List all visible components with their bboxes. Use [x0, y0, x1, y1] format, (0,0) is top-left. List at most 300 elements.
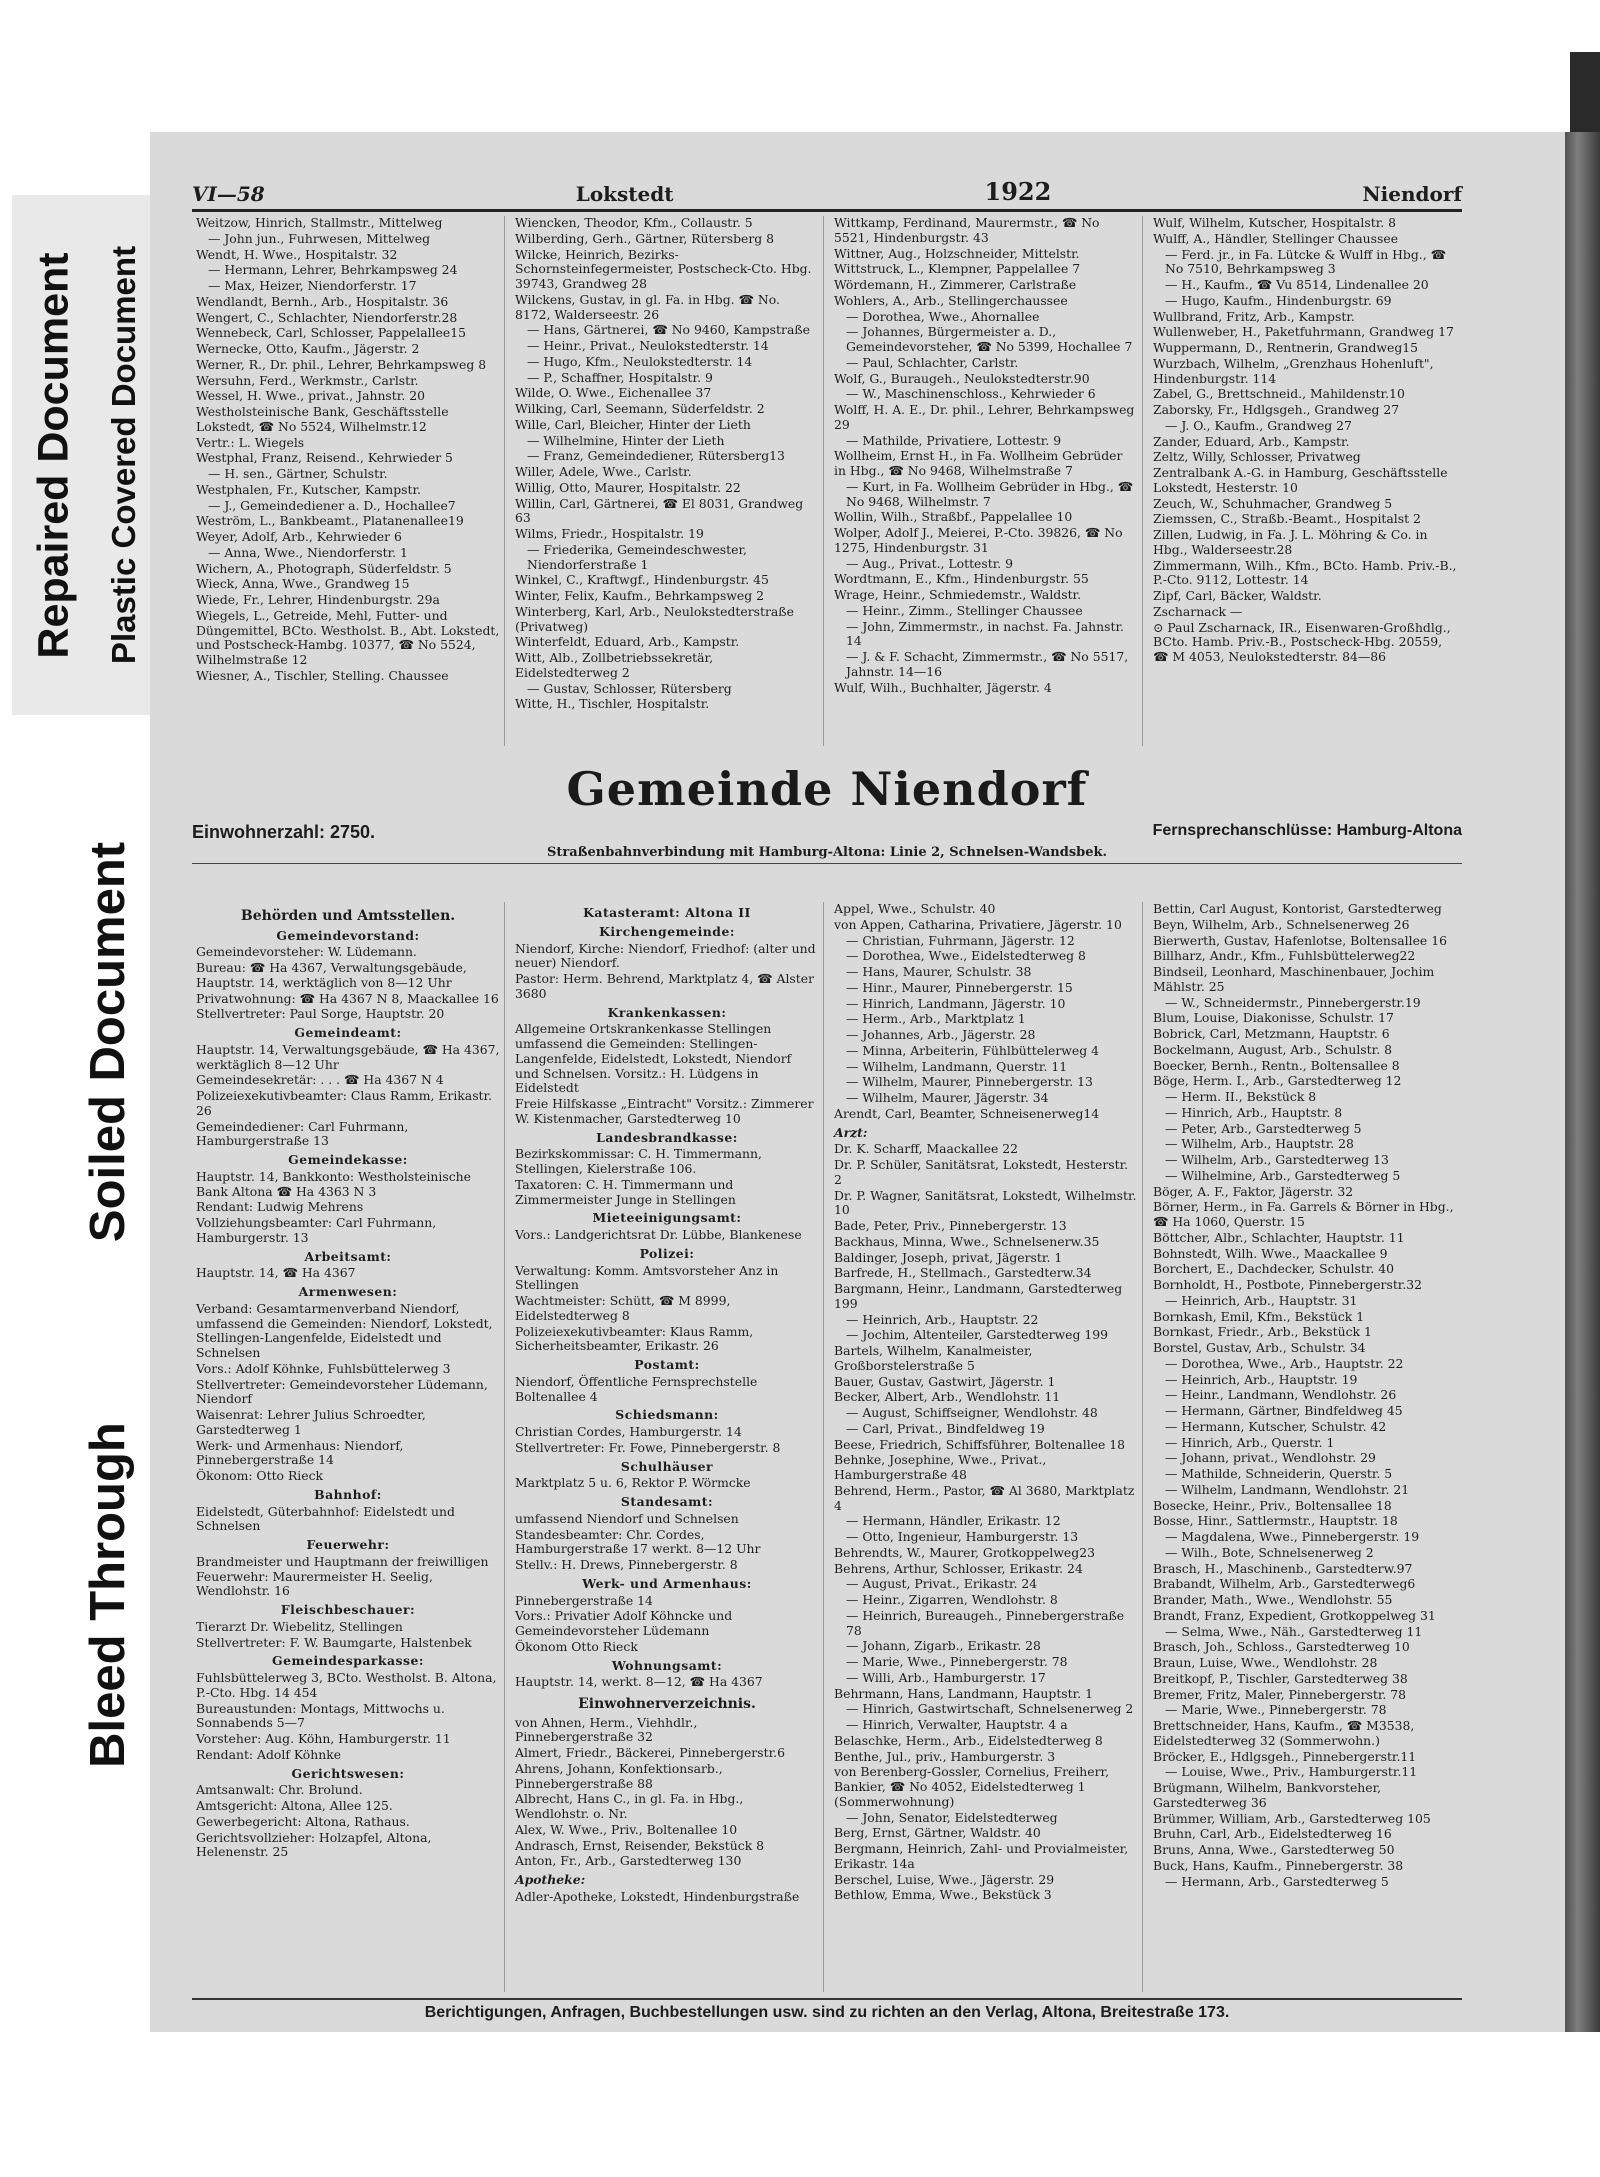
directory-entry: Gerichtsvollzieher: Holzapfel, Altona, Helenenstr. 25: [196, 1829, 432, 1860]
directory-entry: Winter, Felix, Kaufm., Behrkampsweg 2: [515, 588, 764, 603]
directory-entry: Weitzow, Hinrich, Stallmstr., Mittelweg: [196, 216, 443, 230]
directory-entry: Pinnebergerstraße 14: [515, 1592, 653, 1608]
directory-entry: — Peter, Arb., Garstedterweg 5: [1165, 1120, 1362, 1136]
directory-entry: Behrend, Herm., Pastor, ☎ Al 3680, Marktplatz 4: [834, 1482, 1135, 1513]
directory-entry: Böger, A. F., Faktor, Jägerstr. 32: [1153, 1183, 1354, 1199]
directory-entry: — Dorothea, Wwe., Ahornallee: [846, 308, 1040, 324]
top-column-3: [830, 216, 1143, 746]
directory-entry: Brasch, H., Maschinenb., Garstedterw.97: [1153, 1560, 1413, 1576]
directory-entry: Pastor: Herm. Behrend, Marktplatz 4, ☎ Alster 3680: [515, 971, 815, 1001]
directory-entry: Wernecke, Otto, Kaufm., Jägerstr. 2: [196, 341, 420, 356]
directory-entry: Brümmer, William, Arb., Garstedterweg 105: [1153, 1810, 1431, 1826]
directory-entry: Witte, H., Tischler, Hospitalstr.: [515, 696, 710, 712]
directory-entry: Bureaustunden: Montags, Mittwochs u. Sonnabends 5—7: [196, 1700, 445, 1731]
directory-entry: Wolf, G., Buraugeh., Neulokstedterstr.90: [834, 370, 1090, 386]
directory-entry: Ahrens, Johann, Konfektionsarb., Pinnebergerstraße 88: [515, 1760, 723, 1791]
directory-entry: — Willi, Arb., Hamburgerstr. 17: [846, 1669, 1046, 1685]
page-number: VI—58: [192, 182, 265, 206]
section-heading: Behörden und Amtsstellen.: [240, 908, 456, 924]
directory-entry: Wiesner, A., Tischler, Stelling. Chaussee: [196, 667, 449, 683]
directory-entry: Willer, Adele, Wwe., Carlstr.: [515, 464, 692, 479]
directory-entry: Wohlers, A., Arb., Stellingerchaussee: [834, 292, 1068, 308]
directory-entry: Wittstruck, L., Klempner, Pappelallee 7: [834, 261, 1081, 277]
directory-entry: — Heinrich, Bureaugeh., Pinnebergerstraße 78: [846, 1607, 1125, 1638]
directory-entry: — Hinrich, Verwalter, Hauptstr. 4 a: [846, 1717, 1068, 1732]
directory-entry: Zeuch, W., Schuhmacher, Grandweg 5: [1153, 495, 1393, 511]
directory-entry: Christian Cordes, Hamburgerstr. 14: [515, 1424, 742, 1439]
directory-entry: Stellvertreter: Gemeindevorsteher Lüdemann, Niendorf: [196, 1376, 488, 1407]
directory-entry: Börner, Herm., in Fa. Garrels & Börner in Hbg., ☎ Ha 1060, Querstr. 15: [1153, 1199, 1454, 1229]
section-heading: Gemeindekasse:: [288, 1152, 408, 1168]
directory-entry: Wulff, A., Händler, Stellinger Chaussee: [1153, 230, 1399, 246]
directory-entry: Brandt, Franz, Expedient, Grotkoppelweg 31: [1153, 1607, 1436, 1623]
directory-entry: Niendorf, Kirche: Niendorf, Friedhof: (alter und neuer) Niendorf.: [515, 940, 816, 971]
section-heading: Werk- und Armenhaus:: [582, 1575, 752, 1591]
section-heading: Mieteeinigungsamt:: [592, 1210, 742, 1226]
directory-entry: Berschel, Luise, Wwe., Jägerstr. 29: [834, 1871, 1055, 1887]
bottom-column-4: [1149, 902, 1462, 1992]
top-column-2: [511, 216, 824, 746]
gemeinde-header: [192, 762, 1462, 864]
directory-entry: Privatwohnung: ☎ Ha 4367 N 8, Maackallee 16: [196, 990, 499, 1006]
directory-entry: Brettschneider, Hans, Kaufm., ☎ M3538, Eidelstedterweg 32 (Sommerwohn.): [1153, 1718, 1415, 1748]
directory-entry: Beyn, Wilhelm, Arb., Schnelsenerweg 26: [1153, 916, 1410, 932]
directory-entry: Zscharnack —: [1153, 603, 1243, 619]
directory-entry: Wulf, Wilh., Buchhalter, Jägerstr. 4: [834, 679, 1052, 695]
directory-entry: — Hans, Maurer, Schulstr. 38: [846, 964, 1032, 979]
directory-entry: Bockelmann, August, Arb., Schulstr. 8: [1153, 1041, 1392, 1057]
directory-entry: Willin, Carl, Gärtnerei, ☎ El 8031, Grandweg 63: [515, 495, 804, 526]
directory-entry: — Heinr., Zigarren, Wendlohstr. 8: [846, 1592, 1058, 1607]
directory-entry: Bergmann, Heinrich, Zahl- und Provialmeister, Erikastr. 14a: [834, 1841, 1129, 1871]
directory-entry: — H. sen., Gärtner, Schulstr.: [208, 466, 388, 481]
directory-entry: Bartels, Wilhelm, Kanalmeister, Großborstelerstraße 5: [834, 1343, 1033, 1373]
directory-entry: — Heinr., Landmann, Wendlohstr. 26: [1165, 1387, 1397, 1403]
directory-entry: Waisenrat: Lehrer Julius Schroedter, Garstedterweg 1: [196, 1407, 426, 1437]
directory-entry: — August, Schiffseigner, Wendlohstr. 48: [846, 1405, 1098, 1420]
directory-entry: — Jochim, Altenteiler, Garstedterweg 199: [846, 1327, 1108, 1343]
directory-entry: Vorsteher: Aug. Köhn, Hamburgerstr. 11: [196, 1731, 451, 1747]
directory-entry: Westphalen, Fr., Kutscher, Kampstr.: [196, 481, 421, 497]
directory-entry: — Hugo, Kaufm., Hindenburgstr. 69: [1165, 292, 1392, 308]
directory-entry: von Berenberg-Gossler, Cornelius, Freiherr, Bankier, ☎ No 4052, Eidelstedterweg 1 (Sommerwohnung): [834, 1764, 1110, 1809]
directory-entry: Wurzbach, Wilhelm, „Grenzhaus Hohenluft", Hindenburgstr. 114: [1153, 355, 1434, 386]
directory-entry: — Wilhelm, Maurer, Jägerstr. 34: [846, 1090, 1049, 1105]
directory-entry: Wördemann, H., Zimmerer, Carlstraße: [834, 277, 1077, 292]
directory-entry: Almert, Friedr., Bäckerei, Pinnebergerstr.6: [515, 1745, 785, 1761]
directory-entry: Stellvertreter: Paul Sorge, Hauptstr. 20: [196, 1006, 445, 1022]
directory-entry: — Friederika, Gemeindeschwester, Niendorferstraße 1: [527, 541, 747, 572]
section-heading: Standesamt:: [620, 1494, 714, 1509]
directory-entry: Behrmann, Hans, Landmann, Hauptstr. 1: [834, 1685, 1093, 1701]
directory-entry: ⊙ Paul Zscharnack, IR., Eisenwaren-Großhdlg., BCto. Hamb. Priv.-B., Postscheck-Hbg. 20559, ☎ M 4053, Neulokstedterstr. 84—86: [1153, 619, 1451, 664]
directory-entry: Becker, Albert, Arb., Wendlohstr. 11: [834, 1389, 1061, 1405]
directory-entry: — Johannes, Arb., Jägerstr. 28: [846, 1027, 1036, 1042]
directory-entry: Wittner, Aug., Holzschneider, Mittelstr.: [834, 245, 1080, 261]
section-heading: Gemeindevorstand:: [276, 927, 420, 943]
directory-entry: Andrasch, Ernst, Reisender, Bekstück 8: [515, 1837, 765, 1853]
directory-entry: — Mathilde, Privatiere, Lottestr. 9: [846, 432, 1062, 448]
directory-entry: Werner, R., Dr. phil., Lehrer, Behrkampsweg 8: [196, 356, 487, 372]
header-year: 1922: [984, 177, 1052, 206]
directory-entry: Brander, Math., Wwe., Wendlohstr. 55: [1153, 1592, 1393, 1607]
gemeinde-title: Gemeinde Niendorf: [566, 762, 1088, 816]
directory-entry: Blum, Louise, Diakonisse, Schulstr. 17: [1153, 1010, 1394, 1026]
directory-entry: Polizeiexekutivbeamter: Claus Ramm, Erikastr. 26: [196, 1088, 493, 1118]
directory-entry: — H., Kaufm., ☎ Vu 8514, Lindenallee 20: [1165, 277, 1429, 292]
directory-entry: Wiencken, Theodor, Kfm., Collaustr. 5: [515, 216, 753, 230]
directory-entry: — Dorothea, Wwe., Arb., Hauptstr. 22: [1165, 1355, 1404, 1371]
publisher-footer: Berichtigungen, Anfragen, Buchbestellungen usw. sind zu richten an den Verlag, Altona, Breitestraße 173.: [192, 1998, 1462, 2022]
directory-entry: Belaschke, Herm., Arb., Eidelstedterweg 8: [834, 1732, 1103, 1748]
directory-entry: — Herm. II., Bekstück 8: [1165, 1089, 1317, 1104]
directory-entry: Böge, Herm. I., Arb., Garstedterweg 12: [1153, 1073, 1402, 1089]
directory-entry: — J. & F. Schacht, Zimmermstr., ☎ No 5517, Jahnstr. 14—16: [846, 649, 1129, 679]
directory-entry: Wullbrand, Fritz, Arb., Kampstr.: [1153, 308, 1355, 324]
section-heading: Armenwesen:: [298, 1284, 398, 1300]
directory-entry: Zillen, Ludwig, in Fa. J. L. Möhring & Co. in Hbg., Walderseestr.28: [1153, 527, 1428, 557]
directory-entry: — Hinrich, Arb., Querstr. 1: [1165, 1434, 1335, 1450]
directory-entry: Brandmeister und Hauptmann der freiwilligen Feuerwehr: Maurermeister H. Seelig, Wendlohstr. 16: [196, 1553, 489, 1599]
directory-entry: — Minna, Arbeiterin, Fühlbüttelerweg 4: [846, 1042, 1099, 1058]
directory-entry: — Hinrich, Arb., Hauptstr. 8: [1165, 1104, 1343, 1120]
einwohnerzahl: Einwohnerzahl: 2750.: [192, 822, 376, 842]
directory-entry: Wersuhn, Ferd., Werkmstr., Carlstr.: [196, 372, 419, 388]
directory-entry: Arendt, Carl, Beamter, Schneisenerweg14: [834, 1105, 1100, 1121]
directory-entry: — Hinrich, Landmann, Jägerstr. 10: [846, 995, 1066, 1011]
directory-entry: Willig, Otto, Maurer, Hospitalstr. 22: [515, 479, 741, 495]
directory-entry: von Ahnen, Herm., Viehhdlr., Pinnebergerstraße 32: [515, 1714, 698, 1745]
directory-entry: Marktplatz 5 u. 6, Rektor P. Wörmcke: [515, 1475, 751, 1491]
directory-entry: — Mathilde, Schneiderin, Querstr. 5: [1165, 1466, 1393, 1481]
section-heading: Feuerwehr:: [306, 1537, 390, 1553]
directory-entry: Witt, Alb., Zollbetriebssekretär, Eidelstedterweg 2: [515, 650, 714, 680]
directory-entry: — Hans, Gärtnerei, ☎ No 9460, Kampstraße: [527, 322, 810, 338]
directory-entry: Behrens, Arthur, Schlosser, Erikastr. 24: [834, 1560, 1083, 1576]
directory-entry: Borstel, Gustav, Arb., Schulstr. 34: [1153, 1340, 1366, 1355]
directory-entry: Dr. P. Wagner, Sanitätsrat, Lokstedt, Wilhelmstr. 10: [834, 1187, 1137, 1218]
directory-entry: Winterberg, Karl, Arb., Neulokstedterstraße (Privatweg): [515, 603, 794, 634]
directory-entry: — Aug., Privat., Lottestr. 9: [846, 555, 1014, 571]
directory-entry: — Heinrich, Arb., Hauptstr. 22: [846, 1311, 1039, 1327]
directory-entry: Werk- und Armenhaus: Niendorf, Pinnebergerstraße 14: [196, 1437, 404, 1468]
directory-entry: Benthe, Jul., priv., Hamburgerstr. 3: [834, 1748, 1056, 1764]
directory-entry: Zeltz, Willy, Schlosser, Privatweg: [1153, 449, 1361, 465]
directory-entry: Winkel, C., Kraftwgf., Hindenburgstr. 45: [515, 572, 769, 588]
directory-entry: Polizeiexekutivbeamter: Klaus Ramm, Sicherheitsbeamter, Erikastr. 26: [515, 1323, 754, 1354]
directory-entry: Wolper, Adolf J., Meierei, P.-Cto. 39826, ☎ No 1275, Hindenburgstr. 31: [834, 525, 1123, 555]
directory-entry: Brabandt, Wilhelm, Arb., Garstedterweg6: [1153, 1576, 1416, 1592]
directory-entry: Bremer, Fritz, Maler, Pinnebergerstr. 78: [1153, 1686, 1407, 1702]
directory-entry: Dr. P. Schüler, Sanitätsrat, Lokstedt, Hesterstr. 2: [834, 1157, 1129, 1187]
directory-entry: Vors.: Adolf Köhnke, Fuhlsbüttelerweg 3: [196, 1360, 451, 1376]
directory-entry: Buck, Hans, Kaufm., Pinnebergerstr. 38: [1153, 1857, 1404, 1873]
directory-entry: Stellvertreter: F. W. Baumgarte, Halstenbek: [196, 1634, 472, 1650]
directory-entry: — Hermann, Gärtner, Bindfeldweg 45: [1165, 1403, 1403, 1418]
strassenbahn-line: Straßenbahnverbindung mit Hamburg-Altona: Linie 2, Schnelsen-Wandsbek.: [192, 845, 1462, 864]
directory-entry: Bröcker, E., Hdlgsgeh., Pinnebergerstr.11: [1153, 1748, 1417, 1764]
directory-entry: Ziemssen, C., Straßb.-Beamt., Hospitalst 2: [1153, 511, 1421, 527]
directory-entry: Behnke, Josephine, Wwe., Privat., Hamburgerstraße 48: [834, 1452, 1047, 1482]
directory-entry: — Wilhelm, Landmann, Wendlohstr. 21: [1165, 1481, 1410, 1497]
directory-entry: Zentralbank A.-G. in Hamburg, Geschäftsstelle Lokstedt, Hesterstr. 10: [1153, 465, 1448, 495]
scan-border-top: [1570, 52, 1600, 132]
directory-entry: — Max, Heizer, Niendorferstr. 17: [208, 278, 417, 293]
directory-entry: Vors.: Landgerichtsrat Dr. Lübbe, Blankenese: [515, 1227, 802, 1242]
directory-entry: — Johann, privat., Wendlohstr. 29: [1165, 1450, 1376, 1466]
directory-entry: Bureau: ☎ Ha 4367, Verwaltungsgebäude, Hauptstr. 14, werktäglich von 8—12 Uhr: [196, 960, 467, 990]
directory-entry: Niendorf, Öffentliche Fernsprechstelle Boltenallee 4: [515, 1373, 758, 1404]
directory-entry: Wullenweber, H., Paketfuhrmann, Grandweg 17: [1153, 324, 1454, 340]
directory-entry: Bosse, Hinr., Sattlermstr., Hauptstr. 18: [1153, 1513, 1398, 1529]
directory-entry: Gemeindesekretär: . . . ☎ Ha 4367 N 4: [196, 1072, 444, 1088]
directory-entry: — Otto, Ingenieur, Hamburgerstr. 13: [846, 1529, 1079, 1544]
directory-entry: Bettin, Carl August, Kontorist, Garstedterweg: [1153, 902, 1442, 916]
section-heading: Arzt:: [834, 1124, 868, 1140]
tag-bleed-through: Bleed Through: [81, 1422, 135, 1768]
directory-entry: Wilckens, Gustav, in gl. Fa. in Hbg. ☎ No. 8172, Walderseestr. 26: [515, 291, 780, 322]
directory-entry: Zipf, Carl, Bäcker, Waldstr.: [1153, 588, 1322, 603]
directory-entry: Adler-Apotheke, Lokstedt, Hindenburgstraße: [515, 1888, 800, 1904]
directory-entry: — J., Gemeindediener a. D., Hochallee7: [208, 497, 456, 513]
directory-entry: Albrecht, Hans C., in gl. Fa. in Hbg., Wendlohstr. o. Nr.: [515, 1791, 744, 1822]
directory-entry: — Wilhelm, Landmann, Querstr. 11: [846, 1058, 1068, 1074]
directory-entry: Anton, Fr., Arb., Garstedterweg 130: [515, 1853, 742, 1869]
section-heading: Apotheke:: [515, 1872, 586, 1888]
directory-entry: Berg, Ernst, Gärtner, Waldstr. 40: [834, 1825, 1041, 1841]
directory-entry: Bauer, Gustav, Gastwirt, Jägerstr. 1: [834, 1373, 1056, 1389]
directory-entry: — W., Schneidermstr., Pinnebergerstr.19: [1165, 994, 1421, 1010]
directory-entry: — Wilh., Bote, Schnelsenerweg 2: [1165, 1544, 1374, 1560]
directory-entry: Boecker, Bernh., Rentn., Boltensallee 8: [1153, 1057, 1400, 1073]
directory-entry: Zander, Eduard, Arb., Kampstr.: [1153, 433, 1350, 449]
directory-entry: Wille, Carl, Bleicher, Hinter der Lieth: [515, 416, 751, 432]
directory-entry: — P., Schaffner, Hospitalstr. 9: [527, 369, 713, 385]
tag-plastic-covered-document: Plastic Covered Document: [96, 195, 152, 715]
directory-entry: — Wilhelm, Maurer, Pinnebergerstr. 13: [846, 1074, 1093, 1090]
directory-entry: Brügmann, Wilhelm, Bankvorsteher, Garstedterweg 36: [1153, 1780, 1382, 1810]
directory-entry: — Franz, Gemeindediener, Rütersberg13: [527, 448, 785, 464]
directory-entry: — Hermann, Lehrer, Behrkampsweg 24: [208, 262, 458, 278]
directory-entry: Wolff, H. A. E., Dr. phil., Lehrer, Behrkampsweg 29: [834, 402, 1135, 432]
directory-entry: Gewerbegericht: Altona, Rathaus.: [196, 1813, 410, 1829]
directory-entry: Eidelstedt, Güterbahnhof: Eidelstedt und Schnelsen: [196, 1503, 455, 1534]
directory-entry: Verwaltung: Komm. Amtsvorsteher Anz in Stellingen: [515, 1262, 779, 1293]
directory-entry: Wollin, Wilh., Straßbf., Pappelallee 10: [834, 509, 1073, 525]
directory-entry: Hauptstr. 14, ☎ Ha 4367: [196, 1265, 356, 1281]
tag-repaired-document: Repaired Document: [12, 195, 96, 715]
directory-entry: — Louise, Wwe., Priv., Hamburgerstr.11: [1165, 1764, 1418, 1780]
directory-entry: Bornkast, Friedr., Arb., Bekstück 1: [1153, 1324, 1372, 1340]
header-town-left: Lokstedt: [575, 182, 674, 206]
directory-entry: Braun, Luise, Wwe., Wendlohstr. 28: [1153, 1655, 1378, 1670]
scan-border-right: [1563, 132, 1600, 2032]
directory-entry: — Wilhelm, Arb., Hauptstr. 28: [1165, 1136, 1354, 1152]
directory-entry: Wichern, A., Photograph, Süderfeldstr. 5: [196, 560, 452, 576]
directory-entry: Weyer, Adolf, Arb., Kehrwieder 6: [196, 529, 402, 544]
directory-entry: — Wilhelm, Arb., Garstedterweg 13: [1165, 1152, 1389, 1167]
directory-entry: Beese, Friedrich, Schiffsführer, Boltenallee 18: [834, 1436, 1126, 1452]
directory-entry: Bornholdt, H., Postbote, Pinnebergerstr.32: [1153, 1277, 1423, 1292]
directory-entry: — Heinrich, Arb., Hauptstr. 19: [1165, 1371, 1358, 1387]
directory-entry: — Herm., Arb., Marktplatz 1: [846, 1011, 1026, 1027]
header-town-right: Niendorf: [1362, 182, 1462, 206]
directory-entry: Tierarzt Dr. Wiebelitz, Stellingen: [196, 1618, 403, 1634]
directory-entry: Brasch, Joh., Schloss., Garstedterweg 10: [1153, 1639, 1410, 1655]
directory-entry: — Hermann, Arb., Garstedterweg 5: [1165, 1873, 1389, 1889]
directory-entry: Wengert, C., Schlachter, Niendorferstr.28: [196, 309, 458, 325]
directory-entry: Hauptstr. 14, Verwaltungsgebäude, ☎ Ha 4367, werktäglich 8—12 Uhr: [196, 1041, 500, 1072]
directory-entry: Zaborsky, Fr., Hdlgsgeh., Grandweg 27: [1153, 402, 1400, 417]
directory-entry: — Hugo, Kfm., Neulokstedterstr. 14: [527, 353, 753, 369]
directory-entry: Rendant: Adolf Köhnke: [196, 1746, 342, 1762]
directory-entry: Rendant: Ludwig Mehrens: [196, 1199, 364, 1215]
section-heading: Bahnhof:: [314, 1486, 382, 1502]
section-heading: Gerichtswesen:: [291, 1765, 405, 1781]
directory-entry: Wulf, Wilhelm, Kutscher, Hospitalstr. 8: [1153, 216, 1397, 230]
directory-entry: — Gustav, Schlosser, Rütersberg: [527, 680, 732, 696]
directory-entry: Winterfeldt, Eduard, Arb., Kampstr.: [515, 634, 740, 650]
directory-entry: Vertr.: L. Wiegels: [196, 434, 305, 450]
directory-entry: Wilking, Carl, Seemann, Süderfeldstr. 2: [515, 401, 765, 416]
directory-entry: — Hinr., Maurer, Pinnebergerstr. 15: [846, 979, 1073, 995]
directory-page: [150, 132, 1565, 2032]
section-heading: Katasteramt: Altona II: [583, 905, 751, 920]
directory-entry: Amtsgericht: Altona, Allee 125.: [196, 1798, 393, 1814]
section-heading: Krankenkassen:: [607, 1004, 727, 1020]
directory-entry: Bindseil, Leonhard, Maschinenbauer, Jochim Mählstr. 25: [1153, 964, 1435, 994]
directory-entry: Bruhn, Carl, Arb., Eidelstedterweg 16: [1153, 1826, 1392, 1842]
section-heading: Arbeitsamt:: [304, 1248, 392, 1264]
directory-entry: Bezirkskommissar: C. H. Timmermann, Stellingen, Kielerstraße 106.: [515, 1146, 762, 1176]
directory-entry: — Wilhelmine, Arb., Garstedterweg 5: [1165, 1167, 1401, 1183]
directory-entry: Wendlandt, Bernh., Arb., Hospitalstr. 36: [196, 293, 449, 309]
directory-entry: Bobrick, Carl, Metzmann, Hauptstr. 6: [1153, 1026, 1390, 1041]
directory-entry: — W., Maschinenschloss., Kehrwieder 6: [846, 386, 1096, 402]
directory-entry: Taxatoren: C. H. Timmermann und Zimmermeister Junge in Stellingen: [515, 1176, 736, 1207]
directory-entry: Wiegels, L., Getreide, Mehl, Futter- und Düngemittel, BCto. Westholst. B., Abt. Lokstedt, und Postscheck-Hambg. 10377, ☎ No 5524, Wilhelmstraße 12: [196, 607, 500, 667]
directory-entry: Stellvertreter: Fr. Fowe, Pinnebergerstr. 8: [515, 1439, 781, 1455]
directory-entry: Bosecke, Heinr., Priv., Boltensallee 18: [1153, 1497, 1392, 1513]
directory-entry: Dr. K. Scharff, Maackallee 22: [834, 1141, 1019, 1157]
directory-entry: Wieck, Anna, Wwe., Grandweg 15: [196, 576, 410, 592]
directory-entry: Behrendts, W., Maurer, Grotkoppelweg23: [834, 1544, 1095, 1560]
niendorf-directory-columns: [192, 902, 1462, 1992]
directory-entry: Wilcke, Heinrich, Bezirks-Schornsteinfegermeister, Postscheck-Cto. Hbg. 39743, Grandweg 28: [515, 246, 812, 291]
section-heading: Fleischbeschauer:: [280, 1602, 416, 1618]
bottom-column-3: [830, 902, 1143, 1992]
directory-entry: Allgemeine Ortskrankenkasse Stellingen umfassend die Gemeinden: Stellingen-Langenfelde, Eidelstedt, Lokstedt, Niendorf und Schnelsen. Vorsitz.: H. Lüdgens in Eidelstedt: [515, 1021, 792, 1096]
directory-entry: Bethlow, Emma, Wwe., Bekstück 3: [834, 1887, 1052, 1903]
directory-entry: von Appen, Catharina, Privatiere, Jägerstr. 10: [834, 916, 1122, 932]
directory-entry: Wollheim, Ernst H., in Fa. Wollheim Gebrüder in Hbg., ☎ No 9468, Wilhelmstraße 7: [834, 448, 1123, 478]
directory-entry: — Paul, Schlachter, Carlstr.: [846, 354, 1019, 370]
directory-entry: Wordtmann, E., Kfm., Hindenburgstr. 55: [834, 571, 1089, 587]
directory-entry: Böttcher, Albr., Schlachter, Hauptstr. 11: [1153, 1229, 1405, 1245]
section-heading: Gemeindesparkasse:: [272, 1653, 424, 1669]
top-column-1: [192, 216, 505, 746]
directory-entry: — Heinrich, Arb., Hauptstr. 31: [1165, 1292, 1358, 1308]
section-heading: Polizei:: [639, 1245, 695, 1261]
directory-entry: Gemeindevorsteher: W. Lüdemann.: [196, 944, 417, 960]
directory-entry: Amtsanwalt: Chr. Brolund.: [196, 1782, 363, 1798]
directory-entry: Wendt, H. Wwe., Hospitalstr. 32: [196, 246, 398, 262]
directory-entry: — Selma, Wwe., Näh., Garstedterweg 11: [1165, 1623, 1423, 1639]
directory-entry: — Johann, Zigarb., Erikastr. 28: [846, 1638, 1041, 1654]
directory-entry: — Marie, Wwe., Pinnebergerstr. 78: [1165, 1702, 1387, 1718]
directory-entry: Wuppermann, D., Rentnerin, Grandweg15: [1153, 340, 1419, 355]
bottom-column-2: [511, 902, 824, 1992]
directory-entry: Wrage, Heinr., Schmiedemstr., Waldstr.: [834, 587, 1082, 602]
tag-soiled-document: Soiled Document: [81, 841, 135, 1243]
directory-entry: — Magdalena, Wwe., Pinnebergerstr. 19: [1165, 1529, 1420, 1544]
directory-entry: — Kurt, in Fa. Wollheim Gebrüder in Hbg., ☎ No 9468, Wilhelmstr. 7: [846, 478, 1134, 509]
top-column-4: [1149, 216, 1462, 746]
directory-entry: — Heinr., Zimm., Stellinger Chaussee: [846, 602, 1083, 618]
directory-entry: Baldinger, Joseph, privat, Jägerstr. 1: [834, 1249, 1063, 1265]
directory-entry: Wilms, Friedr., Hospitalstr. 19: [515, 526, 704, 541]
directory-entry: — John, Senator, Eidelstedterweg: [846, 1809, 1058, 1825]
directory-entry: Hauptstr. 14, Bankkonto: Westholsteinische Bank Altona ☎ Ha 4363 N 3: [196, 1168, 471, 1199]
section-heading: Schiedsmann:: [615, 1407, 719, 1423]
directory-entry: — J. O., Kaufm., Grandweg 27: [1165, 417, 1352, 433]
directory-entry: Wilberding, Gerh., Gärtner, Rütersberg 8: [515, 230, 775, 246]
directory-entry: Borchert, E., Dachdecker, Schulstr. 40: [1153, 1261, 1394, 1277]
directory-entry: Westphal, Franz, Reisend., Kehrwieder 5: [196, 450, 453, 466]
section-heading: Kirchengemeinde:: [599, 923, 735, 939]
directory-entry: Gemeindediener: Carl Fuhrmann, Hamburgerstraße 13: [196, 1118, 409, 1149]
directory-entry: — Hermann, Händler, Erikastr. 12: [846, 1513, 1061, 1529]
lokstedt-directory-columns: [192, 216, 1462, 746]
running-header: [192, 172, 1462, 212]
directory-entry: Zabel, G., Brettschneid., Mahildenstr.10: [1153, 386, 1405, 402]
directory-entry: Standesbeamter: Chr. Cordes, Hamburgerstraße 17 werkt. 8—12 Uhr: [515, 1526, 761, 1557]
directory-entry: — Hinrich, Gastwirtschaft, Schnelsenerweg 2: [846, 1701, 1134, 1717]
directory-entry: Ökonom: Otto Rieck: [196, 1468, 324, 1484]
section-heading: Gemeindeamt:: [294, 1025, 402, 1041]
directory-entry: Verband: Gesamtarmenverband Niendorf, umfassend die Gemeinden: Niendorf, Lokstedt, Stellingen-Langenfelde, Eidelstedt und Schnelsen: [196, 1300, 493, 1361]
directory-entry: Billharz, Andr., Kfm., Fuhlsbüttelerweg22: [1153, 948, 1416, 964]
directory-entry: umfassend Niendorf und Schnelsen: [515, 1510, 739, 1526]
directory-entry: Wilde, O. Wwe., Eichenallee 37: [515, 385, 712, 401]
directory-entry: — Anna, Wwe., Niendorferstr. 1: [208, 544, 408, 560]
directory-entry: Bohnstedt, Wilh. Wwe., Maackallee 9: [1153, 1245, 1388, 1261]
section-heading: Wohnungsamt:: [611, 1657, 723, 1673]
directory-entry: Bruns, Anna, Wwe., Garstedterweg 50: [1153, 1842, 1395, 1857]
directory-entry: Breitkopf, P., Tischler, Garstedterweg 38: [1153, 1670, 1408, 1686]
directory-entry: Barfrede, H., Stellmach., Garstedterw.34: [834, 1265, 1092, 1281]
section-heading: Postamt:: [634, 1357, 700, 1372]
bottom-column-1: [192, 902, 505, 1992]
directory-entry: Backhaus, Minna, Wwe., Schnelsenerw.35: [834, 1233, 1100, 1249]
directory-entry: Vors.: Privatier Adolf Köhncke und Gemeindevorsteher Lüdemann: [515, 1608, 733, 1638]
directory-entry: — Dorothea, Wwe., Eidelstedterweg 8: [846, 948, 1086, 964]
directory-entry: — John, Zimmermstr., in nachst. Fa. Jahnstr. 14: [846, 618, 1124, 649]
directory-entry: Hauptstr. 14, werkt. 8—12, ☎ Ha 4367: [515, 1674, 763, 1690]
directory-entry: Wachtmeister: Schütt, ☎ M 8999, Eidelstedterweg 8: [515, 1293, 731, 1323]
directory-entry: — Marie, Wwe., Pinnebergerstr. 78: [846, 1654, 1068, 1669]
directory-entry: Fuhlsbüttelerweg 3, BCto. Westholst. B. Altona, P.-Cto. Hbg. 14 454: [196, 1670, 497, 1700]
directory-entry: Stellv.: H. Drews, Pinnebergerstr. 8: [515, 1557, 738, 1572]
directory-entry: Appel, Wwe., Schulstr. 40: [834, 902, 996, 916]
section-heading: Landesbrandkasse:: [596, 1129, 738, 1145]
section-heading: Einwohnerverzeichnis.: [578, 1696, 756, 1712]
directory-entry: Ökonom Otto Rieck: [515, 1638, 638, 1654]
directory-entry: Bade, Peter, Priv., Pinnebergerstr. 13: [834, 1218, 1067, 1233]
directory-entry: — Carl, Privat., Bindfeldweg 19: [846, 1420, 1045, 1436]
directory-entry: — Heinr., Privat., Neulokstedterstr. 14: [527, 338, 769, 353]
directory-entry: Westholsteinische Bank, Geschäftsstelle Lokstedt, ☎ No 5524, Wilhelmstr.12: [196, 404, 449, 434]
